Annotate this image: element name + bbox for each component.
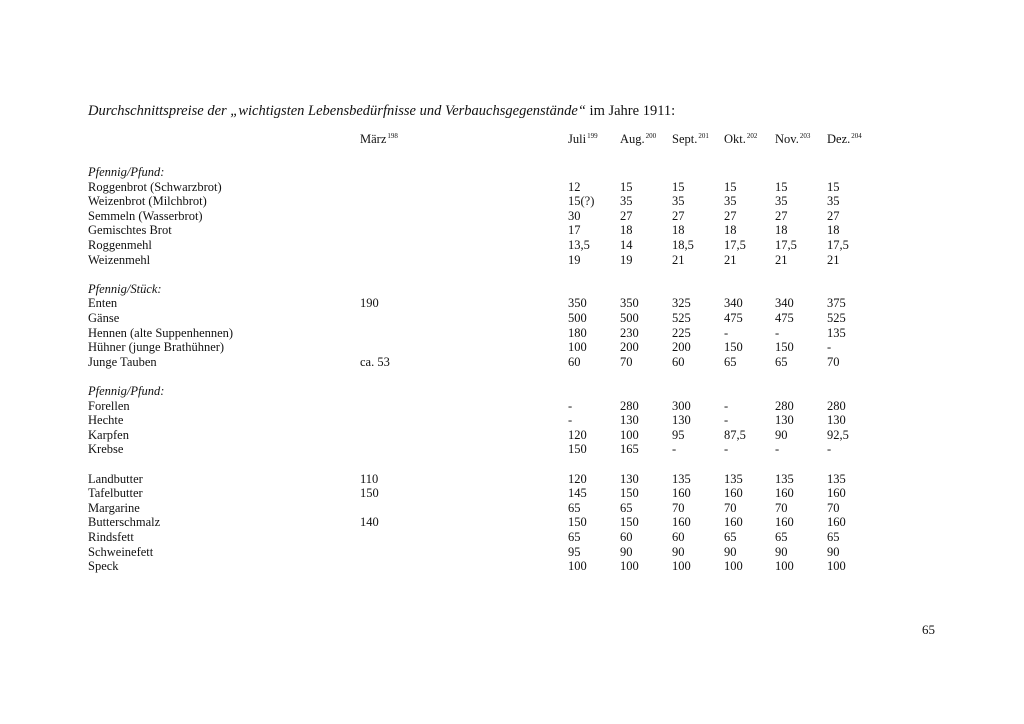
- table-cell: 14: [620, 238, 633, 252]
- row-item-label: Hühner (junge Brathühner): [88, 340, 225, 355]
- table-cell: 30: [568, 208, 581, 223]
- table-cell: 135: [775, 471, 794, 486]
- table-cell: 130: [827, 413, 846, 428]
- section-heading: Pfennig/Pfund:: [88, 165, 165, 179]
- table-cell: 12: [568, 179, 581, 194]
- table-cell: 65: [775, 354, 788, 369]
- table-cell: 110: [360, 471, 379, 486]
- table-cell: 90: [775, 544, 788, 559]
- table-cell: 340: [775, 296, 794, 311]
- row-item-label: Schweinefett: [88, 544, 154, 559]
- table-cell: 100: [620, 559, 639, 574]
- column-label: Dez.: [827, 132, 851, 146]
- column-header: [620, 132, 656, 147]
- table-cell: 35: [775, 194, 788, 209]
- table-cell: 70: [672, 500, 685, 515]
- table-cell: 18: [775, 223, 788, 238]
- table-cell: 145: [568, 486, 587, 501]
- row-item-label: Butterschmalz: [88, 515, 161, 530]
- table-cell: 100: [775, 559, 794, 574]
- table-cell: 100: [672, 559, 691, 574]
- column-header: [775, 132, 810, 147]
- table-cell: 21: [827, 252, 840, 267]
- table-cell: 65: [827, 530, 840, 544]
- row-item-label: Weizenbrot (Milchbrot): [88, 194, 207, 209]
- table-cell: 18,5: [672, 238, 694, 252]
- table-cell: -: [775, 442, 780, 457]
- table-cell: 375: [827, 296, 846, 311]
- table-cell: 130: [620, 471, 639, 486]
- table-cell: 87,5: [724, 427, 746, 442]
- table-cell: 70: [724, 500, 737, 515]
- table-cell: 140: [360, 515, 379, 530]
- table-cell: 15: [827, 179, 840, 194]
- table-cell: 18: [827, 223, 840, 238]
- column-header: [360, 132, 398, 147]
- footnote-ref: 201: [698, 132, 709, 140]
- table-cell: 160: [775, 486, 794, 501]
- table-cell: 18: [724, 223, 737, 238]
- table-cell: 475: [724, 311, 743, 325]
- table-cell: 100: [827, 559, 846, 574]
- table-cell: 21: [672, 252, 685, 267]
- table-cell: 90: [672, 544, 685, 559]
- table-cell: 160: [672, 486, 691, 501]
- column-header: [672, 132, 709, 147]
- table-cell: 60: [672, 530, 685, 544]
- row-item-label: Semmeln (Wasserbrot): [88, 208, 203, 223]
- table-cell: 65: [620, 500, 633, 515]
- row-item-label: Roggenmehl: [88, 238, 152, 252]
- table-cell: 19: [568, 252, 581, 267]
- table-cell: 130: [620, 413, 639, 428]
- table-cell: 500: [568, 311, 587, 325]
- title-rest: im Jahre 1911:: [585, 103, 676, 119]
- table-cell: 130: [672, 413, 691, 428]
- table-cell: 18: [672, 223, 685, 238]
- table-cell: 15(?): [568, 194, 595, 209]
- table-cell: 15: [620, 179, 633, 194]
- row-item-label: Tafelbutter: [88, 486, 143, 501]
- row-item-label: Gemischtes Brot: [88, 223, 172, 238]
- table-cell: -: [827, 340, 832, 355]
- row-item-label: Karpfen: [88, 427, 129, 442]
- row-item-label: Weizenmehl: [88, 252, 151, 267]
- table-cell: 130: [775, 413, 794, 428]
- table-cell: -: [568, 413, 573, 428]
- table-cell: -: [568, 398, 573, 413]
- table-cell: 180: [568, 325, 587, 340]
- table-cell: 21: [775, 252, 788, 267]
- table-cell: 15: [672, 179, 685, 194]
- row-item-label: Forellen: [88, 398, 130, 413]
- table-cell: 90: [827, 544, 840, 559]
- table-cell: 92,5: [827, 427, 849, 442]
- table-cell: -: [724, 442, 729, 457]
- row-item-label: Roggenbrot (Schwarzbrot): [88, 179, 222, 194]
- table-cell: 120: [568, 427, 587, 442]
- table-cell: 500: [620, 311, 639, 325]
- table-cell: 350: [620, 296, 639, 311]
- table-cell: 100: [724, 559, 743, 574]
- column-label: Juli: [568, 132, 587, 146]
- title-italic: Durchschnittspreise der „wichtigsten Lebensbedürfnisse und Verbauchsgegenstände“: [88, 103, 586, 119]
- table-cell: 27: [827, 208, 840, 223]
- table-cell: ca. 53: [360, 354, 390, 369]
- footnote-ref: 200: [645, 132, 657, 140]
- column-label: Sept.: [672, 132, 698, 146]
- table-cell: 35: [620, 194, 633, 209]
- table-cell: 150: [775, 340, 794, 355]
- column-label: Nov.: [775, 132, 799, 146]
- table-cell: -: [775, 325, 780, 340]
- table-cell: 160: [724, 515, 743, 530]
- table-cell: 200: [620, 340, 639, 355]
- column-label: Aug.: [620, 132, 645, 146]
- table-cell: 160: [724, 486, 743, 501]
- table-cell: 100: [620, 427, 639, 442]
- table-cell: 90: [724, 544, 737, 559]
- footnote-ref: 198: [387, 132, 398, 140]
- table-cell: 95: [568, 544, 581, 559]
- table-cell: 160: [775, 515, 794, 530]
- column-header: [568, 132, 598, 147]
- table-cell: 60: [672, 354, 685, 369]
- table-cell: 17,5: [775, 238, 797, 252]
- table-cell: 525: [827, 311, 846, 325]
- table-cell: 135: [827, 471, 846, 486]
- footnote-ref: 199: [587, 132, 598, 140]
- table-cell: 280: [620, 398, 639, 413]
- table-cell: -: [672, 442, 677, 457]
- table-cell: 165: [620, 442, 639, 457]
- table-cell: 135: [672, 471, 691, 486]
- footnote-ref: 204: [851, 132, 862, 140]
- table-cell: 65: [724, 530, 737, 544]
- column-label: März: [360, 132, 387, 146]
- table-cell: 15: [724, 179, 737, 194]
- row-item-label: Landbutter: [88, 471, 143, 486]
- table-cell: 340: [724, 296, 743, 311]
- row-item-label: Krebse: [88, 442, 124, 457]
- table-cell: -: [827, 442, 832, 457]
- row-item-label: Hechte: [88, 413, 124, 428]
- row-item-label: Margarine: [88, 500, 140, 515]
- table-cell: 17,5: [827, 238, 849, 252]
- column-header: [724, 132, 757, 147]
- table-cell: 160: [827, 515, 846, 530]
- table-cell: 65: [568, 530, 581, 544]
- table-cell: 525: [672, 311, 691, 325]
- table-cell: 95: [672, 427, 685, 442]
- table-cell: 150: [360, 486, 379, 501]
- table-cell: 35: [672, 194, 685, 209]
- table-cell: 300: [672, 398, 691, 413]
- table-cell: 17: [568, 223, 581, 238]
- table-cell: 70: [827, 354, 840, 369]
- table-cell: 27: [620, 208, 633, 223]
- table-cell: 27: [775, 208, 788, 223]
- table-cell: -: [724, 325, 729, 340]
- table-cell: 475: [775, 311, 794, 325]
- table-cell: 120: [568, 471, 587, 486]
- table-cell: 35: [724, 194, 737, 209]
- table-cell: 27: [724, 208, 737, 223]
- table-cell: 160: [827, 486, 846, 501]
- table-cell: 225: [672, 325, 691, 340]
- table-cell: 200: [672, 340, 691, 355]
- table-cell: 100: [568, 559, 587, 574]
- row-item-label: Gänse: [88, 311, 120, 325]
- section-heading: Pfennig/Stück:: [88, 281, 162, 296]
- table-cell: -: [724, 398, 729, 413]
- row-item-label: Hennen (alte Suppenhennen): [88, 325, 234, 340]
- table-cell: 35: [827, 194, 840, 209]
- table-cell: 325: [672, 296, 691, 311]
- table-cell: 350: [568, 296, 587, 311]
- table-cell: 18: [620, 223, 633, 238]
- footnote-ref: 203: [799, 132, 811, 140]
- table-cell: 150: [724, 340, 743, 355]
- row-item-label: Speck: [88, 559, 119, 574]
- table-cell: 13,5: [568, 238, 590, 252]
- table-cell: 60: [568, 354, 581, 369]
- table-cell: 280: [827, 398, 846, 413]
- row-item-label: Enten: [88, 296, 118, 311]
- table-cell: 150: [620, 486, 639, 501]
- table-cell: 280: [775, 398, 794, 413]
- table-cell: 160: [672, 515, 691, 530]
- table-cell: -: [724, 413, 729, 428]
- row-item-label: Rindsfett: [88, 530, 134, 544]
- row-item-label: Junge Tauben: [88, 354, 157, 369]
- table-cell: 65: [568, 500, 581, 515]
- table-cell: 150: [568, 442, 587, 457]
- table-cell: 90: [775, 427, 788, 442]
- table-cell: 135: [724, 471, 743, 486]
- table-cell: 190: [360, 296, 379, 311]
- table-cell: 17,5: [724, 238, 746, 252]
- table-cell: 150: [620, 515, 639, 530]
- table-cell: 65: [775, 530, 788, 544]
- page-title: [88, 103, 675, 120]
- section-heading: Pfennig/Pfund:: [88, 384, 165, 398]
- column-header: [827, 132, 862, 147]
- table-cell: 70: [620, 354, 633, 369]
- table-cell: 27: [672, 208, 685, 223]
- footnote-ref: 202: [746, 132, 758, 140]
- table-cell: 230: [620, 325, 639, 340]
- table-cell: 150: [568, 515, 587, 530]
- table-cell: 100: [568, 340, 587, 355]
- table-cell: 135: [827, 325, 846, 340]
- table-cell: 60: [620, 530, 633, 544]
- column-label: Okt.: [724, 132, 746, 146]
- table-cell: 15: [775, 179, 788, 194]
- page-number: 65: [922, 622, 935, 637]
- table-cell: 19: [620, 252, 633, 267]
- table-cell: 70: [827, 500, 840, 515]
- table-cell: 65: [724, 354, 737, 369]
- table-cell: 70: [775, 500, 788, 515]
- table-cell: 21: [724, 252, 737, 267]
- table-cell: 90: [620, 544, 633, 559]
